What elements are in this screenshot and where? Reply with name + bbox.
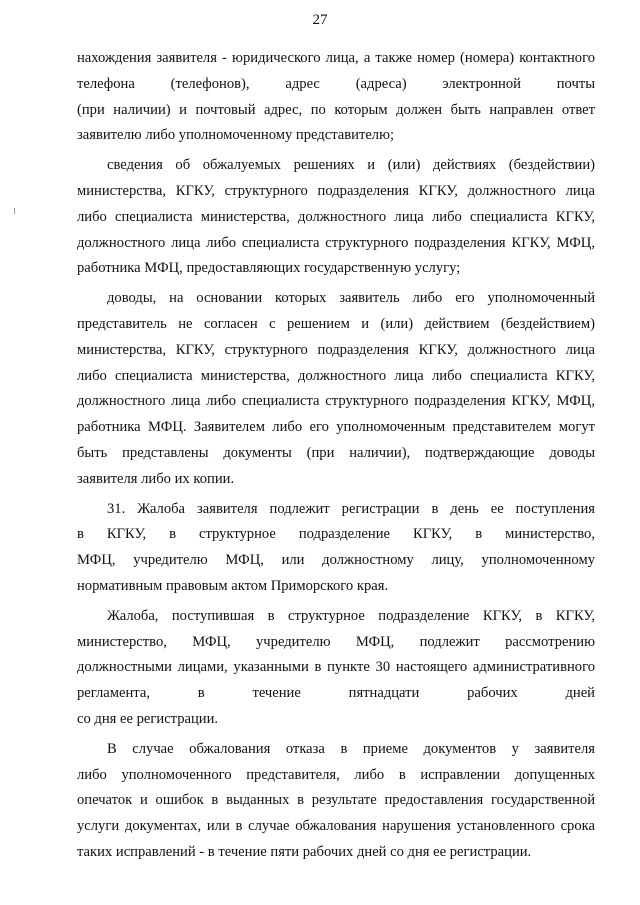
text-line: должностного лица либо специалиста структурного подразделения КГКУ, МФЦ, <box>77 393 595 410</box>
text-line: МФЦ, учредителю МФЦ, или должностному лицу, уполномоченному <box>77 552 595 569</box>
text-line: заявителю либо уполномоченному представителю; <box>77 127 395 144</box>
paragraph-arguments <box>77 286 595 492</box>
text-line: работника МФЦ, предоставляющих государственную услугу; <box>77 260 461 277</box>
text-line: министерства, КГКУ, структурного подразделения КГКУ, должностного лица <box>77 182 595 199</box>
margin-mark <box>14 208 15 214</box>
text-line: регламента, в течение пятнадцати рабочих дней <box>77 685 595 702</box>
text-line: В случае обжалования отказа в приеме документов у заявителя <box>107 740 595 757</box>
text-line: таких исправлений - в течение пяти рабочих дней со дня ее регистрации. <box>77 843 532 860</box>
text-line: либо специалиста министерства, должностного лица либо специалиста КГКУ, <box>77 208 595 225</box>
paragraph-refusal-appeal <box>77 737 595 866</box>
text-line: со дня ее регистрации. <box>77 710 219 727</box>
text-line: либо специалиста министерства, должностного лица либо специалиста КГКУ, <box>77 367 595 384</box>
paragraph-item-31 <box>77 497 595 600</box>
paragraph-review-period <box>77 604 595 733</box>
text-line: 31. Жалоба заявителя подлежит регистрации в день ее поступления <box>107 500 595 517</box>
page-number: 27 <box>312 12 328 28</box>
text-line: Жалоба, поступившая в структурное подразделение КГКУ, в КГКУ, <box>107 607 595 624</box>
text-line: либо уполномоченного представителя, либо в исправлении допущенных <box>77 766 595 783</box>
text-line: представитель не согласен с решением и (или) действием (бездействием) <box>77 315 595 332</box>
text-line: сведения об обжалуемых решениях и (или) действиях (бездействии) <box>107 157 595 174</box>
text-line: (при наличии) и почтовый адрес, по которым должен быть направлен ответ <box>77 101 595 118</box>
text-line: заявителя либо их копии. <box>77 470 235 487</box>
text-line: министерство, МФЦ, учредителю МФЦ, подлежит рассмотрению <box>77 633 595 650</box>
text-line: работника МФЦ. Заявителем либо его уполномоченным представителем могут <box>77 419 595 436</box>
text-line: нормативным правовым актом Приморского края. <box>77 577 389 594</box>
text-line: опечаток и ошибок в выданных в результате предоставления государственной <box>77 792 595 809</box>
text-line: доводы, на основании которых заявитель либо его уполномоченный <box>107 290 595 307</box>
text-line: должностными лицами, указанными в пункте 30 настоящего административного <box>77 659 595 676</box>
text-line: должностного лица либо специалиста структурного подразделения КГКУ, МФЦ, <box>77 234 595 251</box>
text-line: услуги документах, или в случае обжалования нарушения установленного срока <box>77 818 595 835</box>
paragraph-contact-info <box>77 46 595 149</box>
paragraph-appealed-decisions <box>77 153 595 282</box>
text-line: нахождения заявителя - юридического лица, а также номер (номера) контактного <box>77 50 595 66</box>
text-line: быть представлены документы (при наличии), подтверждающие доводы <box>77 444 595 461</box>
text-line: в КГКУ, в структурное подразделение КГКУ, в министерство, <box>77 526 595 543</box>
text-line: министерства, КГКУ, структурного подразделения КГКУ, должностного лица <box>77 341 595 358</box>
document-body <box>77 46 595 866</box>
text-line: телефона (телефонов), адрес (адреса) электронной почты <box>77 75 595 92</box>
